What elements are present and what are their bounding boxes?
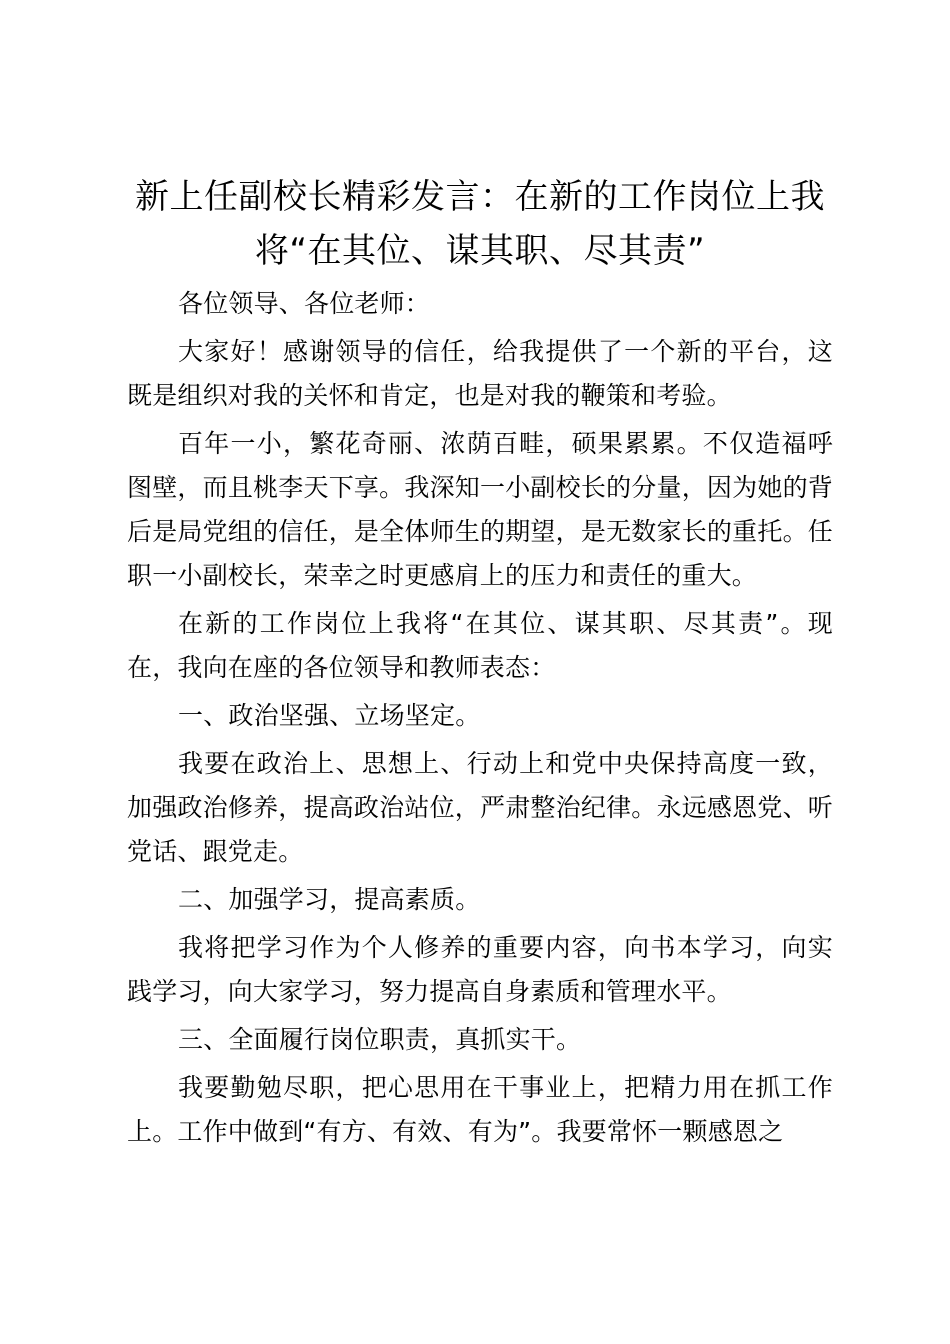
- paragraph-point-2: 我将把学习作为个人修养的重要内容，向书本学习，向实践学习，向大家学习，努力提高自身素质和管理水平。: [127, 933, 833, 1006]
- salutation: 各位领导、各位老师：: [178, 289, 431, 318]
- document-title: 新上任副校长精彩发言：在新的工作岗位上我将“在其位、谋其职、尽其责”: [135, 177, 825, 271]
- paragraph-point-1: 我要在政治上、思想上、行动上和党中央保持高度一致，加强政治修养，提高政治站位，严肃整治纪律。永远感恩党、听党话、跟党走。: [127, 749, 833, 866]
- heading-point-3: 三、全面履行岗位职责，真抓实干。: [178, 1025, 582, 1054]
- heading-point-1: 一、政治坚强、立场坚定。: [178, 701, 481, 730]
- paragraph-greeting: 大家好！感谢领导的信任，给我提供了一个新的平台，这既是组织对我的关怀和肯定，也是对我的鞭策和考验。: [127, 337, 833, 410]
- paragraph-pledge-intro: 在新的工作岗位上我将“在其位、谋其职、尽其责”。现在，我向在座的各位领导和教师表态：: [127, 609, 833, 682]
- heading-point-2: 二、加强学习，提高素质。: [178, 885, 481, 914]
- document-page: [127, 170, 833, 1158]
- paragraph-school-intro: 百年一小，繁花奇丽、浓荫百畦，硕果累累。不仅造福呼图壁，而且桃李天下享。我深知一小副校长的分量，因为她的背后是局党组的信任，是全体师生的期望，是无数家长的重托。任职一小副校长，荣幸之时更感肩上的压力和责任的重大。: [127, 429, 833, 590]
- paragraph-point-3: 我要勤勉尽职，把心思用在干事业上，把精力用在抓工作上。工作中做到“有方、有效、有为”。我要常怀一颗感恩之: [127, 1073, 833, 1146]
